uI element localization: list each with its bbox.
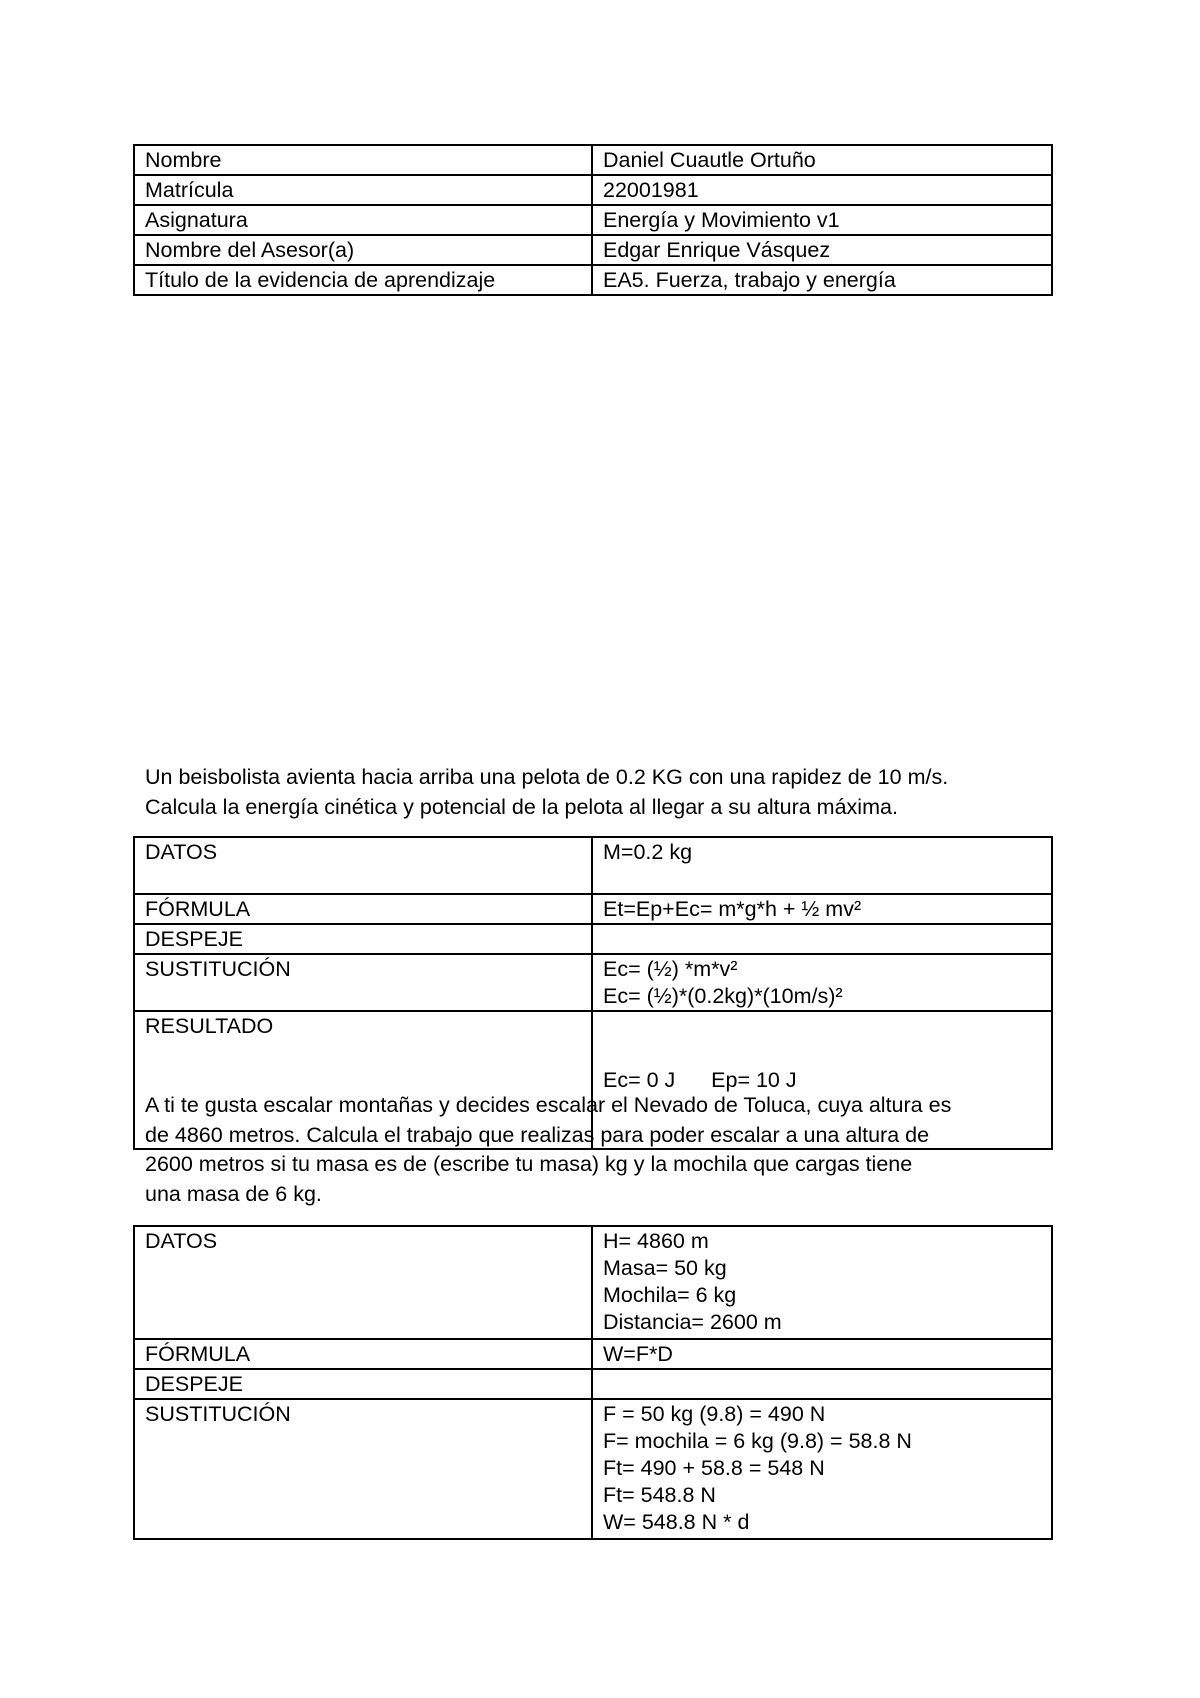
value-line: Ec= 0 J Ep= 10 J (603, 1068, 797, 1092)
statement-line: Calcula la energía cinética y potencial de la pelota al llegar a su altura máxima. (145, 794, 898, 819)
row-label: DESPEJE (134, 1369, 592, 1399)
statement-line: Un beisbolista avienta hacia arriba una pelota de 0.2 KG con una rapidez de 10 m/s. (145, 765, 949, 789)
value-line: Masa= 50 kg (603, 1256, 727, 1280)
row-label: DESPEJE (134, 924, 592, 954)
info-label: Nombre del Asesor(a) (134, 235, 592, 265)
statement-line: 2600 metros si tu masa es de (escribe tu masa) kg y la mochila que cargas tiene (145, 1152, 913, 1176)
table-row (134, 145, 1052, 175)
student-info-table (133, 144, 1053, 296)
row-value (592, 954, 1052, 1011)
table-row (134, 894, 1052, 924)
info-label: Nombre (134, 145, 592, 175)
info-label: Título de la evidencia de aprendizaje (134, 265, 592, 295)
row-label: FÓRMULA (134, 1339, 592, 1369)
row-value (592, 1226, 1052, 1339)
info-value: Edgar Enrique Vásquez (592, 235, 1052, 265)
value-line: F = 50 kg (9.8) = 490 N (603, 1402, 826, 1426)
value-line: W= 548.8 N * d (603, 1510, 750, 1534)
value-line: F= mochila = 6 kg (9.8) = 58.8 N (603, 1429, 912, 1453)
row-label: DATOS (134, 1226, 592, 1339)
value-line: Ft= 490 + 58.8 = 548 N (603, 1456, 825, 1480)
value-line: H= 4860 m (603, 1229, 709, 1253)
info-value: EA5. Fuerza, trabajo y energía (592, 265, 1052, 295)
problem2-table (133, 1225, 1053, 1540)
table-row (134, 265, 1052, 295)
value-line: Ec= (½) *m*v² (603, 957, 738, 981)
row-value (592, 1369, 1052, 1399)
problem2-statement (145, 1091, 1085, 1209)
table-row (134, 175, 1052, 205)
info-label: Asignatura (134, 205, 592, 235)
info-label: Matrícula (134, 175, 592, 205)
value-line: Ft= 548.8 N (603, 1483, 716, 1507)
value-line: W=F*D (603, 1342, 673, 1366)
value-line: Mochila= 6 kg (603, 1283, 737, 1307)
statement-line: una masa de 6 kg. (145, 1181, 322, 1206)
info-value: 22001981 (592, 175, 1052, 205)
table-row (134, 1399, 1052, 1539)
row-value (592, 1339, 1052, 1369)
table-row (134, 205, 1052, 235)
value-line: Et=Ep+Ec= m*g*h + ½ mv² (603, 897, 862, 921)
row-value (592, 837, 1052, 894)
row-label: DATOS (134, 837, 592, 894)
table-row (134, 837, 1052, 894)
row-label: SUSTITUCIÓN (134, 1399, 592, 1539)
value-line: Ec= (½)*(0.2kg)*(10m/s)² (603, 984, 843, 1008)
info-value: Daniel Cuautle Ortuño (592, 145, 1052, 175)
problem1-statement (145, 763, 1085, 822)
table-row (134, 235, 1052, 265)
row-value (592, 894, 1052, 924)
table-row (134, 954, 1052, 1011)
row-label: SUSTITUCIÓN (134, 954, 592, 1011)
row-value (592, 924, 1052, 954)
value-line: Distancia= 2600 m (603, 1310, 782, 1334)
value-line: M=0.2 kg (603, 840, 693, 864)
row-value (592, 1399, 1052, 1539)
statement-line: de 4860 metros. Calcula el trabajo que realizas para poder escalar a una altura de (145, 1122, 930, 1147)
row-label: FÓRMULA (134, 894, 592, 924)
table-row (134, 924, 1052, 954)
info-value: Energía y Movimiento v1 (592, 205, 1052, 235)
statement-line: A ti te gusta escalar montañas y decides escalar el Nevado de Toluca, cuya altura es (145, 1093, 952, 1117)
table-row (134, 1369, 1052, 1399)
table-row (134, 1226, 1052, 1339)
row-label: RESULTADO (134, 1011, 592, 1149)
table-row (134, 1339, 1052, 1369)
